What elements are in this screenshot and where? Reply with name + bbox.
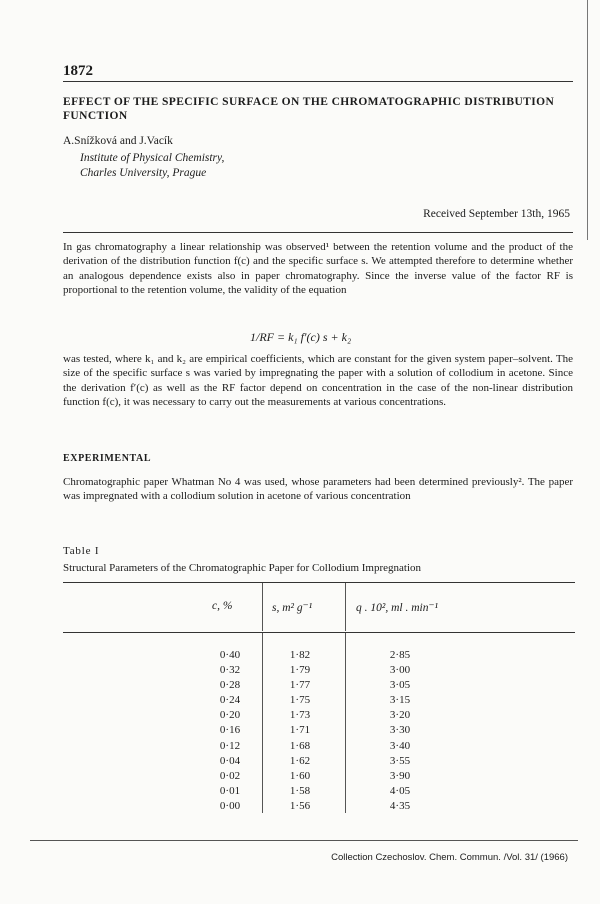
table-cell-c: 0·28 [219, 679, 241, 692]
header-rule [63, 81, 573, 82]
affiliation-line-1: Institute of Physical Chemistry, [80, 152, 225, 164]
abstract-rule [63, 232, 573, 233]
table-cell-q: 3·90 [389, 769, 411, 782]
authors: A.Snížková and J.Vacík [63, 135, 173, 147]
header-s: s, m² g⁻¹ [272, 602, 313, 614]
table-cell-c: 0·20 [219, 709, 241, 722]
table-cell-c: 0·01 [219, 784, 241, 797]
table-label: Table I [63, 545, 100, 557]
table-cell-s: 1·60 [289, 769, 311, 782]
table-cell-c: 0·02 [219, 769, 241, 782]
table-cell-q: 3·05 [389, 679, 411, 692]
table-cell-c: 0·24 [219, 694, 241, 707]
header-c: c, % [212, 600, 233, 612]
table-cell-q: 3·30 [389, 724, 411, 737]
table-cell-c: 0·04 [219, 754, 241, 767]
column-c [206, 648, 254, 814]
table-cell-s: 1·56 [289, 799, 311, 812]
method-paragraph: was tested, where k₁ and k₂ are empirical coefficients, which are constant for the given system paper–solvent. The size of the specific surface s was varied by impregnating the paper with a solution of collodium in acetone. Since the derivation f′(c) as well as the RF factor depend on concentration in the case of the non-linear distribution function f(c), it was necessary to carry out the measurements at various concentrations. [63, 353, 573, 409]
table-header-rule [63, 632, 575, 633]
table-cell-s: 1·79 [289, 664, 311, 677]
table-cell-s: 1·82 [289, 649, 311, 661]
equation: 1/RF = k₁ f′(c) s + k₂ [250, 330, 352, 344]
affiliation-line-2: Charles University, Prague [80, 167, 207, 179]
table-cell-s: 1·58 [289, 784, 311, 797]
table-cell-q: 3·20 [389, 709, 411, 722]
column-divider-2-body [345, 633, 346, 813]
experimental-paragraph: Chromatographic paper Whatman No 4 was used, whose parameters had been determined previously². The paper was impregnated with a collodium solution in acetone of various concentration [63, 476, 573, 503]
table-caption: Structural Parameters of the Chromatographic Paper for Collodium Impregnation [63, 562, 422, 574]
footer-rule [30, 840, 578, 841]
column-s [276, 648, 324, 814]
table-cell-q: 3·55 [389, 754, 411, 767]
table-cell-s: 1·62 [289, 754, 311, 767]
table-cell-c: 0·00 [219, 799, 241, 812]
table-cell-q: 3·00 [389, 664, 411, 677]
table-cell-s: 1·68 [289, 739, 311, 752]
table-top-rule [63, 582, 575, 583]
table-cell-s: 1·75 [289, 694, 311, 707]
table-cell-s: 1·73 [289, 709, 311, 722]
page-number: 1872 [63, 63, 93, 79]
article-title: EFFECT OF THE SPECIFIC SURFACE ON THE CHROMATOGRAPHIC DISTRIBUTION FUNCTION [63, 96, 555, 122]
column-divider-1-body [262, 633, 263, 813]
journal-footer: Collection Czechoslov. Chem. Commun. /Vol. 31/ (1966) [331, 852, 568, 863]
column-q [376, 648, 424, 814]
table-cell-s: 1·71 [289, 724, 311, 737]
table-cell-q: 2·85 [389, 649, 411, 661]
table-cell-c: 0·16 [219, 724, 241, 737]
received-date: Received September 13th, 1965 [423, 208, 570, 220]
table-cell-s: 1·77 [289, 679, 311, 692]
table-cell-c: 0·32 [219, 664, 241, 677]
section-heading: EXPERIMENTAL [63, 453, 152, 464]
table-cell-c: 0·12 [219, 739, 241, 752]
intro-paragraph: In gas chromatography a linear relationship was observed¹ between the retention volume and the product of the derivation of the distribution function f(c) and the specific surface s. We attempted therefore to determine whether an analogous dependence exists also in paper chromatography. Since the inverse value of the factor RF is proportional to the retention volume, the validity of the equation [63, 241, 573, 297]
column-divider-2 [345, 583, 346, 631]
table-cell-c: 0·40 [219, 649, 241, 661]
table-cell-q: 4·35 [389, 799, 411, 812]
table-cell-q: 3·40 [389, 739, 411, 752]
table-cell-q: 4·05 [389, 784, 411, 797]
header-q: q . 10², ml . min⁻¹ [356, 602, 438, 614]
scan-edge-line [587, 0, 588, 240]
column-divider-1 [262, 583, 263, 631]
table-cell-q: 3·15 [389, 694, 411, 707]
